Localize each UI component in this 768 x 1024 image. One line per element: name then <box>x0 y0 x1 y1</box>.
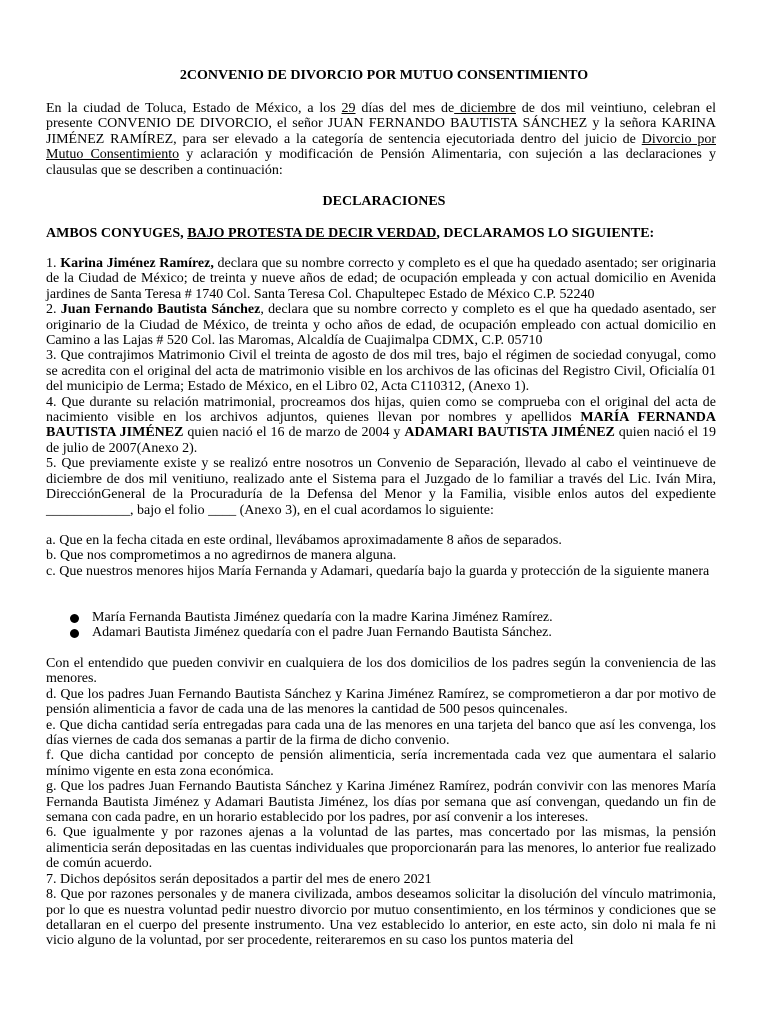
sub-item-c: c. Que nuestros menores hijos María Fernanda y Adamari, quedaría bajo la guarda y protección de la siguiente manera <box>46 563 710 579</box>
declaration-2 <box>46 302 716 348</box>
declaration-2-number: 2. <box>46 302 61 318</box>
declaration-5: 5. Que previamente existe y se realizó entre nosotros un Convenio de Separación, llevado al cabo el veintinueve de diciembre de dos mil venitiuno, realizado ante el Sistema para el Juzgado de lo familiar a través del Lic. Iván Mira, DirecciónGeneral de la Procuraduría de la Defensa del Menor y la Familia, visible enlos autos del expediente ____________, bajo el folio ____ (Anexo 3), en el cual acordamos lo siguiente: <box>46 456 716 518</box>
declaration-1-number: 1. <box>46 256 61 271</box>
declaraciones-heading: DECLARACIONES <box>322 194 446 209</box>
declaration-4-text-c: quien nació el 19 de julio de 2007(Anexo 2). <box>46 425 716 456</box>
ambos-text-1: AMBOS CONYUGES, <box>46 226 188 241</box>
declaration-4-name-1: MARÍA FERNANDA BAUTISTA JIMÉNEZ <box>46 410 716 441</box>
intro-juicio: Divorcio por Mutuo Consentimiento <box>46 131 716 163</box>
sub-item-f: f. Que dicha cantidad por concepto de pensión alimenticia, sería incrementada cada vez que aumentara el salario mínimo vigente en esta zona económica. <box>46 748 716 779</box>
sub-item-d: d. Que los padres Juan Fernando Bautista Sánchez y Karina Jiménez Ramírez, se comprometieron a dar por motivo de pensión alimenticia a favor de cada una de las menores la cantidad de 500 pesos quincenales. <box>46 686 716 718</box>
declaration-3: 3. Que contrajimos Matrimonio Civil el treinta de agosto de dos mil tres, bajo el régimen de sociedad conyugal, como se acredita con el original del acta de matrimonio visible en los archivos de las oficinas del Registro Civil, Oficialía 01 del municipio de Lerma; Estado de México, en el Libro 02, Acta C110312, (Anexo 1). <box>46 348 716 395</box>
declaration-1-text: declara que su nombre correcto y completo es el que ha quedado asentado; ser originaria de la Ciudad de México; de treinta y nueve años de edad; de ocupación empleada y con actual domicilio en Avenida jardines de Santa Teresa # 1740 Col. Santa Teresa Col. Chapultepec Estado de México C.P. 52240 <box>46 256 717 302</box>
intro-text-4: y aclaración y modificación de Pensión Alimentaria, con sujeción a las declaraciones y clausulas que se describen a continuación: <box>46 147 716 178</box>
declaration-2-name: Juan Fernando Bautista Sánchez <box>60 302 261 318</box>
sub-item-g: g. Que los padres Juan Fernando Bautista Sánchez y Karina Jiménez Ramírez, podrán convivir con las menores María Fernanda Bautista Jiménez y Adamari Bautista Jiménez, los días por semana que así convengan, quedando un fin de semana con cada padre, en un horario establecido por los padres, por así convenir a los intereses. <box>46 779 716 826</box>
intro-day: 29 <box>341 101 356 116</box>
intro-paragraph <box>46 101 716 178</box>
declarations-list <box>46 256 716 518</box>
intro-month: diciembre <box>454 101 516 116</box>
declaration-7: 7. Dichos depósitos serán depositados a partir del mes de enero 2021 <box>46 871 432 887</box>
ambos-heading <box>46 226 716 241</box>
declaration-1 <box>46 256 716 302</box>
intro-text-3: de dos mil veintiuno, celebran el presente CONVENIO DE DIVORCIO, el señor JUAN FERNANDO BAUTISTA SÁNCHEZ y la señora KARINA JIMÉNEZ RAMÍREZ, para ser elevado a la categoría de sentencia ejecutoriada dentro del juicio de <box>46 101 716 147</box>
declaration-6: 6. Que igualmente y por razones ajenas a la voluntad de las partes, mas concertado por las mismas, la pensión alimenticia serán depositadas en las cuentas individuales que proporcionarán para las menores, lo anterior fue realizado de común acuerdo. <box>46 825 716 872</box>
custody-bullet-list <box>46 610 716 641</box>
intro-text-1: En la ciudad de Toluca, Estado de México, a los <box>46 101 342 116</box>
declaration-1-name: Karina Jiménez Ramírez, <box>60 256 214 271</box>
declaration-4-name-2: ADAMARI BAUTISTA JIMÉNEZ <box>404 425 615 441</box>
sub-item-a: a. Que en la fecha citada en este ordinal, llevábamos aproximadamente 8 años de separados. <box>46 533 562 548</box>
intro-text-2: días del mes de <box>355 101 455 116</box>
sub-item-b: b. Que nos comprometimos a no agredirnos de manera alguna. <box>46 548 397 564</box>
declaration-2-text: , declara que su nombre correcto y completo es el que ha quedado asentado, ser originario de la Ciudad de México, de treinta y ocho años de edad, de ocupación empleado con actual domicilio en Camino a las Lajas # 520 Col. las Maromas, Alcaldía de Cuajimalpa CDMX, C.P. 05710 <box>46 302 717 349</box>
ambos-text-3: , DECLARAMOS LO SIGUIENTE: <box>436 226 655 241</box>
sub-item-e: e. Que dicha cantidad sería entregadas para cada una de las menores en una tarjeta del banco que así les convenga, los días viernes de cada dos semanas a partir de la firma de dicho convenio. <box>46 717 716 749</box>
document-title: 2CONVENIO DE DIVORCIO POR MUTUO CONSENTIMIENTO <box>179 68 589 83</box>
remaining-declarations <box>46 656 716 949</box>
declaration-4-text-a: 4. Que durante su relación matrimonial, procreamos dos hijas, quien como se comprueba con el original del acta de nacimiento visible en los archivos adjuntos, quienes llevan por nombres y apellidos <box>46 394 716 426</box>
declaration-4-text-b: quien nació el 16 de marzo de 2004 y <box>183 425 405 441</box>
custody-bullet-item: María Fernanda Bautista Jiménez quedaría con la madre Karina Jiménez Ramírez. <box>46 610 716 625</box>
sub-items-list <box>46 533 716 579</box>
entendido-paragraph: Con el entendido que pueden convivir en cualquiera de los dos domicilios de los padres según la conveniencia de las menores. <box>46 656 716 687</box>
ambos-protesta: BAJO PROTESTA DE DECIR VERDAD <box>187 226 437 241</box>
declaration-8: 8. Que por razones personales y de manera civilizada, ambos deseamos solicitar la disolución del vínculo matrimonia, por lo que es nuestra voluntad pedir nuestro divorcio por mutuo consentimiento, en los términos y condiciones que se detallaran en el cuerpo del presente instrumento. Una vez establecido lo anterior, en este acto, sin dolo ni mala fe ni vicio alguno de la voluntad, por ser procedente, reiteraremos en su caso los puntos materia del <box>46 887 716 949</box>
custody-bullet-item: Adamari Bautista Jiménez quedaría con el padre Juan Fernando Bautista Sánchez. <box>46 625 716 640</box>
declaration-4 <box>46 395 716 457</box>
